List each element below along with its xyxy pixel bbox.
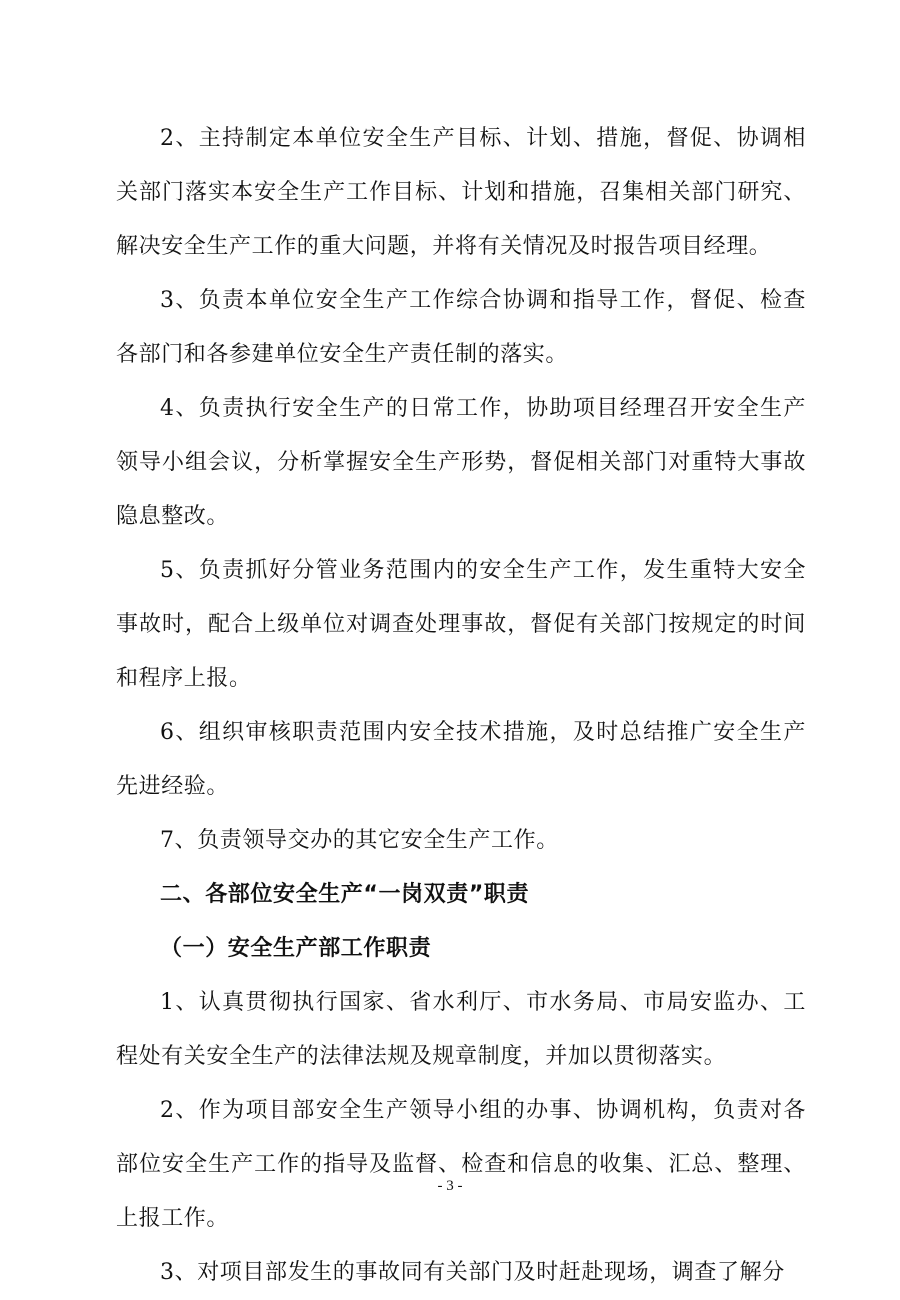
paragraph-4: 4、负责执行安全生产的日常工作，协助项目经理召开安全生产领导小组会议，分析掌握安全生产形势，督促相关部门对重特大事故隐息整改。	[116, 396, 806, 529]
sub-paragraph-1: 1、认真贯彻执行国家、省水利厅、市水务局、市局安监办、工程处有关安全生产的法律法规及规章制度，并加以贯彻落实。	[116, 990, 806, 1069]
paragraph-3: 3、负责本单位安全生产工作综合协调和指导工作，督促、检查各部门和各参建单位安全生产责任制的落实。	[116, 288, 806, 367]
sub-paragraph-2: 2、作为项目部安全生产领导小组的办事、协调机构，负责对各部位安全生产工作的指导及监督、检查和信息的收集、汇总、整理、上报工作。	[116, 1098, 806, 1231]
sub-paragraph-3: 3、对项目部发生的事故同有关部门及时赶赴现场，调查了解分	[160, 1260, 785, 1285]
paragraph-7: 7、负责领导交办的其它安全生产工作。	[160, 828, 559, 853]
document-page	[116, 112, 806, 1300]
section-heading: 二、各部位安全生产“一岗双责”职责	[160, 882, 530, 907]
paragraph-6: 6、组织审核职责范围内安全技术措施，及时总结推广安全生产先进经验。	[116, 720, 806, 799]
paragraph-2: 2、主持制定本单位安全生产目标、计划、措施，督促、协调相关部门落实本安全生产工作目标、计划和措施，召集相关部门研究、解决安全生产工作的重大问题，并将有关情况及时报告项目经理。	[116, 126, 806, 259]
subsection-heading: （一）安全生产部工作职责	[160, 936, 432, 961]
page-number: - 3 -	[437, 1178, 463, 1194]
paragraph-5: 5、负责抓好分管业务范围内的安全生产工作，发生重特大安全事故时，配合上级单位对调查处理事故，督促有关部门按规定的时间和程序上报。	[116, 558, 806, 691]
